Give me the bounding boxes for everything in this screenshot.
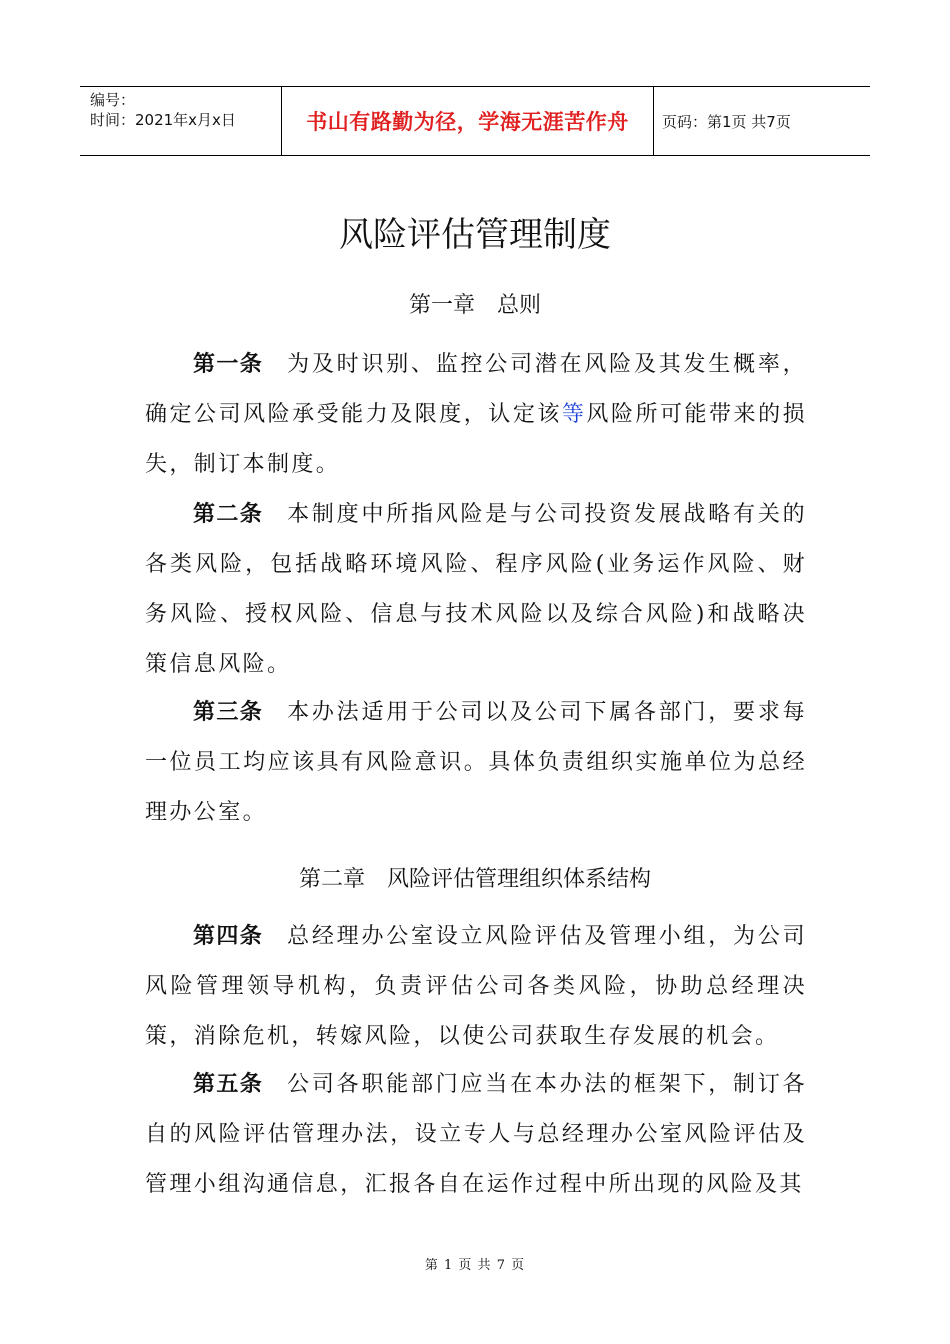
article-label: 第二条 [193,502,264,527]
article-1 [145,340,807,490]
page-footer: 第 1 页 共 7 页 [424,1258,526,1273]
article-text: 为及时识别、监控公司潜在风险及其发生概率，确定公司风险承受能力及限度，认定该 [145,352,807,427]
serial-number-label: 编号： [90,91,136,109]
article-text: 公司各职能部门应当在本办法的框架下，制订各自的风险评估管理办法，设立专人与总经理办公室风险评估及管理小组沟通信息，汇报各自在运作过程中所出现的风险及其 [145,1072,807,1197]
document-title: 风险评估管理制度 [339,215,611,255]
article-2 [145,490,807,690]
header-meta [80,87,281,155]
article-3 [145,688,807,838]
article-label: 第一条 [193,352,264,377]
article-4 [145,912,807,1062]
header-motto: 书山有路勤为径，学海无涯苦作舟 [281,87,654,155]
date-label: 时间：2021年x月x日 [90,111,236,129]
page-header [80,86,870,156]
article-5 [145,1060,807,1210]
article-text: 本制度中所指风险是与公司投资发展战略有关的各类风险，包括战略环境风险、程序风险(业务运作风险、财务风险、授权风险、信息与技术风险以及综合风险)和战略决策信息风险。 [145,502,807,677]
inline-link[interactable]: 等 [561,402,587,427]
article-label: 第四条 [193,924,264,949]
article-text: 本办法适用于公司以及公司下属各部门，要求每一位员工均应该具有风险意识。具体负责组织实施单位为总经理办公室。 [145,700,807,825]
article-label: 第三条 [193,700,264,725]
article-label: 第五条 [193,1072,264,1097]
article-text: 风险所可能带来的损失，制订本制度。 [145,402,807,477]
chapter-1-heading: 第一章 总则 [408,293,541,318]
chapter-2-heading: 第二章 风险评估管理组织体系结构 [298,867,651,892]
header-page-info: 页码：第1页 共7页 [662,112,791,131]
article-text: 总经理办公室设立风险评估及管理小组，为公司风险管理领导机构，负责评估公司各类风险，协助总经理决策，消除危机，转嫁风险，以使公司获取生存发展的机会。 [145,924,807,1049]
